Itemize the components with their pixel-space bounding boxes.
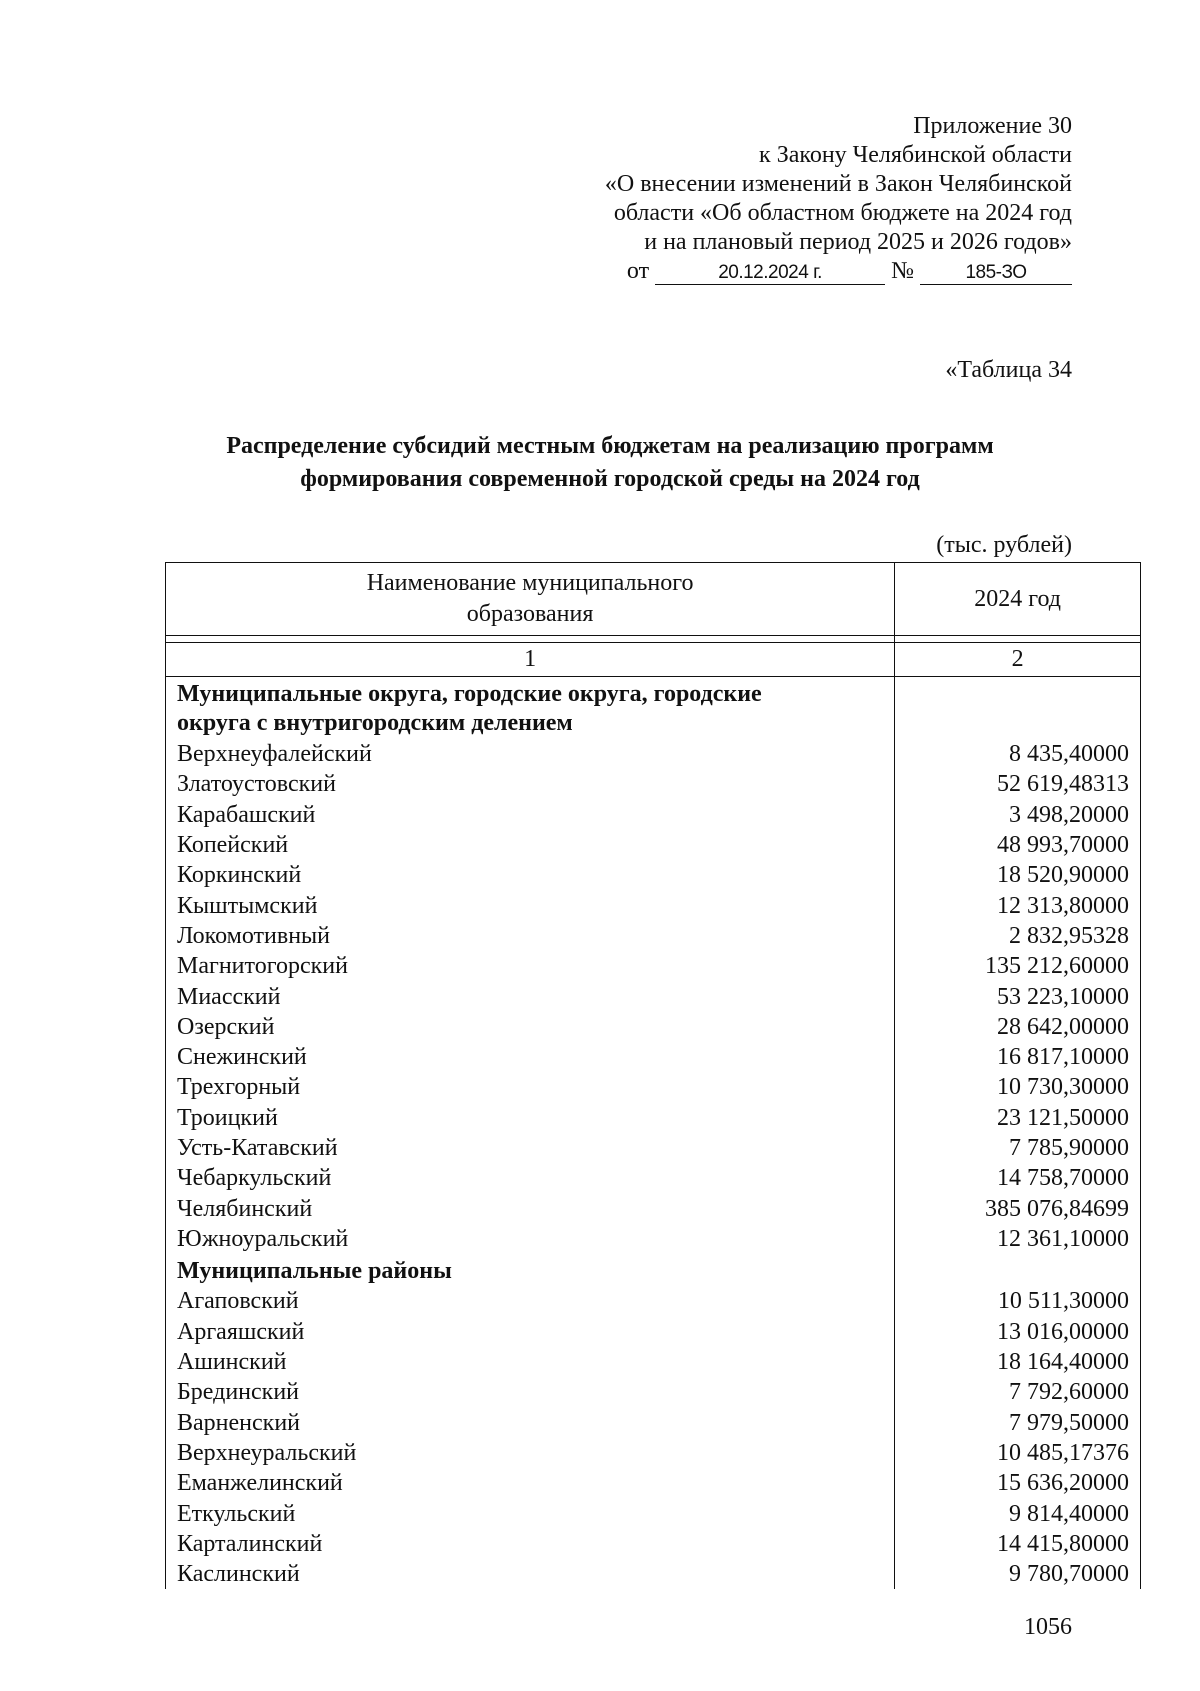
municipality-name: Ашинский (166, 1347, 895, 1377)
column-number-2: 2 (895, 643, 1141, 677)
table-row (166, 1468, 1141, 1498)
table-row (166, 921, 1141, 951)
table-row (166, 1317, 1141, 1347)
municipality-name: Миасский (166, 981, 895, 1011)
document-title-line-2: формирования современной городской среды на 2024 год (300, 466, 920, 492)
subsidy-amount: 8 435,40000 (895, 739, 1141, 769)
table-row (166, 951, 1141, 981)
number-label: № (891, 258, 914, 284)
subsidy-amount: 52 619,48313 (895, 769, 1141, 799)
table-row (166, 830, 1141, 860)
table-row (166, 1529, 1141, 1559)
municipality-name: Копейский (166, 830, 895, 860)
table-row (166, 1347, 1141, 1377)
section-heading-line-1: Муниципальные округа, городские округа, городские (177, 681, 762, 707)
table-row (166, 1072, 1141, 1102)
table-row (166, 1103, 1141, 1133)
subsidy-amount: 13 016,00000 (895, 1317, 1141, 1347)
municipality-name: Челябинский (166, 1193, 895, 1223)
appendix-law-title-1: «О внесении изменений в Закон Челябинской (604, 171, 1072, 197)
municipality-name: Аргаяшский (166, 1317, 895, 1347)
municipality-name: Каслинский (166, 1559, 895, 1589)
municipality-name: Верхнеуфалейский (166, 739, 895, 769)
subsidy-amount: 7 785,90000 (895, 1133, 1141, 1163)
section-heading-row (166, 677, 1141, 740)
table-row (166, 1193, 1141, 1223)
appendix-header (512, 112, 1072, 286)
subsidy-amount: 2 832,95328 (895, 921, 1141, 951)
table-row (166, 1012, 1141, 1042)
table-row (166, 739, 1141, 769)
municipality-name: Усть-Катавский (166, 1133, 895, 1163)
units-label: (тыс. рублей) (936, 532, 1072, 558)
table-row (166, 981, 1141, 1011)
table-row (166, 1042, 1141, 1072)
table-row (166, 860, 1141, 890)
subsidy-amount: 7 979,50000 (895, 1408, 1141, 1438)
table-row (166, 1224, 1141, 1254)
subsidy-amount: 14 415,80000 (895, 1529, 1141, 1559)
table-row (166, 800, 1141, 830)
table-row (166, 1438, 1141, 1468)
municipality-name: Еманжелинский (166, 1468, 895, 1498)
subsidy-amount: 7 792,60000 (895, 1377, 1141, 1407)
subsidy-amount: 385 076,84699 (895, 1193, 1141, 1223)
subsidy-amount: 28 642,00000 (895, 1012, 1141, 1042)
table-row (166, 1377, 1141, 1407)
municipality-name: Варненский (166, 1408, 895, 1438)
municipality-name: Коркинский (166, 860, 895, 890)
section-heading-row (166, 1254, 1141, 1286)
subsidy-amount: 23 121,50000 (895, 1103, 1141, 1133)
subsidy-table (165, 562, 1141, 1589)
section-heading-line-2: округа с внутригородским делением (177, 710, 573, 736)
municipality-name: Златоустовский (166, 769, 895, 799)
table-row (166, 890, 1141, 920)
column-number-1: 1 (166, 643, 895, 677)
table-row (166, 769, 1141, 799)
municipality-name: Магнитогорский (166, 951, 895, 981)
table-row (166, 1133, 1141, 1163)
municipality-name: Чебаркульский (166, 1163, 895, 1193)
table-row (166, 1559, 1141, 1589)
subsidy-amount: 9 780,70000 (895, 1559, 1141, 1589)
municipality-name: Южноуральский (166, 1224, 895, 1254)
header-municipality-line-2: образования (466, 601, 594, 627)
header-municipality (166, 563, 895, 636)
subsidy-amount: 12 313,80000 (895, 890, 1141, 920)
table-row (166, 1163, 1141, 1193)
municipality-name: Верхнеуральский (166, 1438, 895, 1468)
municipality-name: Троицкий (166, 1103, 895, 1133)
header-year: 2024 год (895, 563, 1141, 636)
subsidy-amount: 12 361,10000 (895, 1224, 1141, 1254)
document-title-line-1: Распределение субсидий местным бюджетам на реализацию программ (226, 433, 994, 459)
municipality-name: Снежинский (166, 1042, 895, 1072)
subsidy-amount: 18 520,90000 (895, 860, 1141, 890)
header-municipality-line-1: Наименование муниципального (366, 570, 694, 596)
page-number: 1056 (1024, 1614, 1072, 1640)
subsidy-amount: 10 485,17376 (895, 1438, 1141, 1468)
subsidy-amount: 3 498,20000 (895, 800, 1141, 830)
document-title (150, 430, 1070, 496)
subsidy-amount: 15 636,20000 (895, 1468, 1141, 1498)
municipality-name: Карталинский (166, 1529, 895, 1559)
appendix-number: Приложение 30 (913, 113, 1072, 139)
appendix-law-title-3: и на плановый период 2025 и 2026 годов» (644, 229, 1072, 255)
table-row (166, 1286, 1141, 1316)
appendix-law-title-2: области «Об областном бюджете на 2024 год (613, 200, 1072, 226)
decree-date: 20.12.2024 г. (655, 262, 885, 285)
municipality-name: Кыштымский (166, 890, 895, 920)
from-label: от (626, 258, 650, 284)
header-spacer (166, 636, 1141, 643)
subsidy-amount: 16 817,10000 (895, 1042, 1141, 1072)
section-heading: Муниципальные районы (166, 1254, 895, 1286)
appendix-law-ref: к Закону Челябинской области (759, 142, 1072, 168)
municipality-name: Трехгорный (166, 1072, 895, 1102)
decree-line (512, 257, 1072, 286)
table-header-row (166, 563, 1141, 636)
municipality-name: Еткульский (166, 1498, 895, 1528)
municipality-name: Карабашский (166, 800, 895, 830)
table-row (166, 1408, 1141, 1438)
subsidy-amount: 10 730,30000 (895, 1072, 1141, 1102)
municipality-name: Озерский (166, 1012, 895, 1042)
municipality-name: Локомотивный (166, 921, 895, 951)
subsidy-amount: 53 223,10000 (895, 981, 1141, 1011)
column-number-row (166, 643, 1141, 677)
municipality-name: Брединский (166, 1377, 895, 1407)
subsidy-amount: 135 212,60000 (895, 951, 1141, 981)
subsidy-amount: 10 511,30000 (895, 1286, 1141, 1316)
subsidy-amount: 48 993,70000 (895, 830, 1141, 860)
table-row (166, 1498, 1141, 1528)
section-heading (166, 677, 895, 740)
subsidy-amount: 14 758,70000 (895, 1163, 1141, 1193)
subsidy-amount: 9 814,40000 (895, 1498, 1141, 1528)
decree-number: 185-ЗО (920, 262, 1072, 285)
table-label: «Таблица 34 (945, 357, 1072, 383)
municipality-name: Агаповский (166, 1286, 895, 1316)
subsidy-amount: 18 164,40000 (895, 1347, 1141, 1377)
